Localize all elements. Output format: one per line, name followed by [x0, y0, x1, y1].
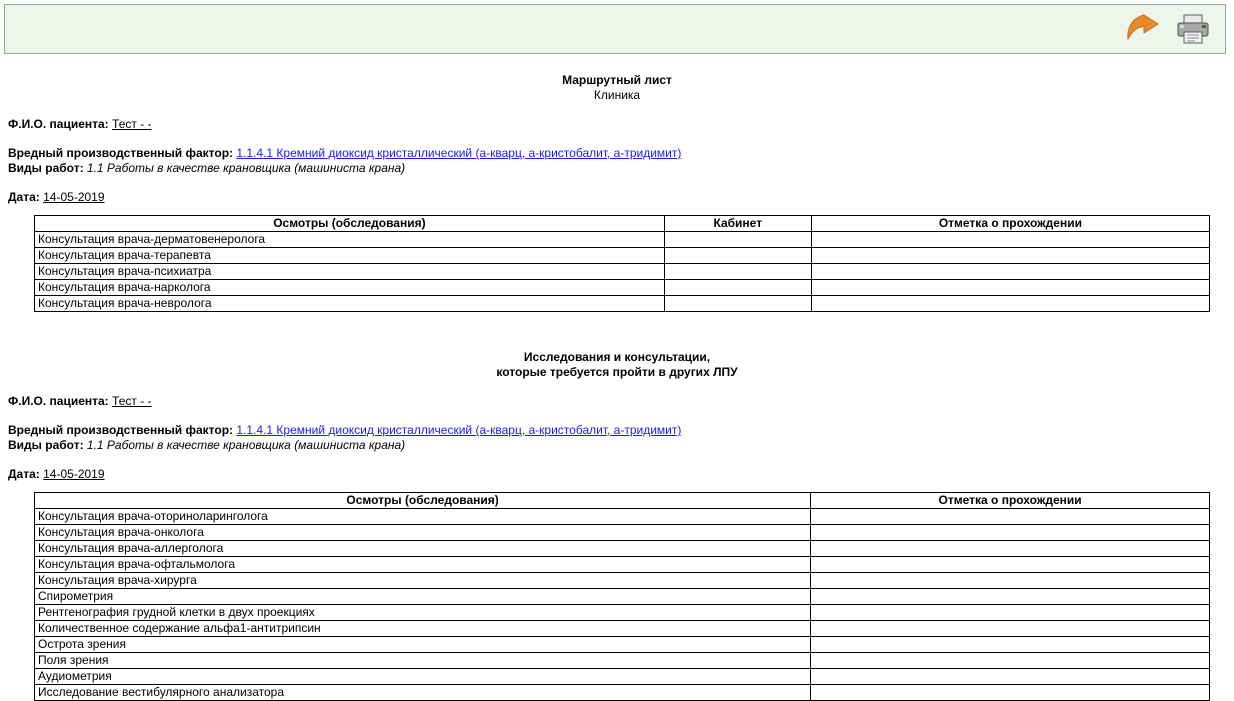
exam-name-cell: Аудиометрия: [35, 669, 811, 685]
mark-cell: [811, 685, 1210, 701]
exam-name-cell: Консультация врача-хирурга: [35, 573, 811, 589]
exam-name-cell: Количественное содержание альфа1-антитрипсин: [35, 621, 811, 637]
table-row: [35, 248, 1210, 264]
section2-title-block: [0, 350, 1234, 380]
exam-name-cell: Консультация врача-аллерголога: [35, 541, 811, 557]
table-row: [35, 232, 1210, 248]
table-row: [35, 280, 1210, 296]
column-header-cabinet: Кабинет: [664, 216, 811, 232]
works-label: Виды работ:: [8, 161, 84, 175]
table-row: [35, 296, 1210, 312]
cabinet-cell: [664, 296, 811, 312]
section2-title-line1: Исследования и консультации,: [523, 350, 711, 364]
exam-name-cell: Консультация врача-терапевта: [35, 248, 665, 264]
table-row: [35, 509, 1210, 525]
factor-label-2: Вредный производственный фактор:: [8, 423, 234, 437]
cabinet-cell: [664, 280, 811, 296]
mark-cell: [811, 264, 1209, 280]
exams-table-clinic: [34, 215, 1210, 312]
mark-cell: [811, 637, 1210, 653]
factor-value-link-2[interactable]: 1.1.4.1 Кремний диоксид кристаллический (a-кварц, a-кристобалит, a-тридимит): [236, 423, 682, 437]
table-row: [35, 573, 1210, 589]
toolbar: [4, 4, 1226, 54]
mark-cell: [811, 232, 1209, 248]
table-row: [35, 669, 1210, 685]
table-row: [35, 541, 1210, 557]
factor-value-link[interactable]: 1.1.4.1 Кремний диоксид кристаллический (a-кварц, a-кристобалит, a-тридимит): [236, 146, 682, 160]
patient-value-2: Тест - -: [112, 394, 152, 408]
back-button[interactable]: [1123, 9, 1167, 49]
column-header-exam-2: Осмотры (обследования): [35, 493, 811, 509]
exam-name-cell: Консультация врача-нарколога: [35, 280, 665, 296]
section2-patient-row: [8, 394, 1234, 409]
table-row: [35, 589, 1210, 605]
exam-name-cell: Консультация врача-невролога: [35, 296, 665, 312]
mark-cell: [811, 621, 1210, 637]
table-row: [35, 637, 1210, 653]
column-header-exam: Осмотры (обследования): [35, 216, 665, 232]
section1-works-row: [8, 161, 1234, 176]
section2-works-row: [8, 438, 1234, 453]
section1-patient-row: [8, 117, 1234, 132]
exam-name-cell: Острота зрения: [35, 637, 811, 653]
page-title: Маршрутный лист: [562, 73, 672, 87]
print-button[interactable]: [1171, 9, 1215, 49]
patient-label: Ф.И.О. пациента:: [8, 117, 109, 131]
mark-cell: [811, 669, 1210, 685]
works-value: 1.1 Работы в качестве крановщика (машиниста крана): [86, 161, 406, 175]
mark-cell: [811, 296, 1209, 312]
table-row: [35, 557, 1210, 573]
exam-name-cell: Консультация врача-онколога: [35, 525, 811, 541]
mark-cell: [811, 509, 1210, 525]
table-header-row: [35, 493, 1210, 509]
exam-name-cell: Консультация врача-дерматовенеролога: [35, 232, 665, 248]
patient-label-2: Ф.И.О. пациента:: [8, 394, 109, 408]
exam-name-cell: Поля зрения: [35, 653, 811, 669]
exam-name-cell: Консультация врача-оториноларинголога: [35, 509, 811, 525]
table-row: [35, 525, 1210, 541]
section2-title-line2: которые требуется пройти в других ЛПУ: [496, 365, 738, 379]
exam-name-cell: Консультация врача-психиатра: [35, 264, 665, 280]
back-arrow-icon: [1125, 12, 1165, 46]
exam-name-cell: Спирометрия: [35, 589, 811, 605]
works-label-2: Виды работ:: [8, 438, 84, 452]
cabinet-cell: [664, 232, 811, 248]
cabinet-cell: [664, 248, 811, 264]
mark-cell: [811, 248, 1209, 264]
table-row: [35, 605, 1210, 621]
mark-cell: [811, 573, 1210, 589]
column-header-mark-2: Отметка о прохождении: [811, 493, 1210, 509]
table-row: [35, 685, 1210, 701]
print-icon: [1175, 12, 1211, 46]
clinic-name: Клиника: [593, 88, 641, 102]
mark-cell: [811, 525, 1210, 541]
table-header-row: [35, 216, 1210, 232]
document-body: [0, 56, 1234, 701]
exam-name-cell: Исследование вестибулярного анализатора: [35, 685, 811, 701]
date-label-2: Дата:: [8, 467, 40, 481]
table-row: [35, 653, 1210, 669]
section1-title-block: [0, 73, 1234, 103]
mark-cell: [811, 605, 1210, 621]
section1-factor-row: [8, 146, 1234, 161]
factor-label: Вредный производственный фактор:: [8, 146, 234, 160]
mark-cell: [811, 653, 1210, 669]
works-value-2: 1.1 Работы в качестве крановщика (машиниста крана): [86, 438, 406, 452]
section2-date-row: [8, 467, 1234, 482]
exam-name-cell: Консультация врача-офтальмолога: [35, 557, 811, 573]
mark-cell: [811, 280, 1209, 296]
mark-cell: [811, 557, 1210, 573]
exams-table-other-lpu: [34, 492, 1210, 701]
date-value-2: 14-05-2019: [43, 467, 105, 481]
column-header-mark: Отметка о прохождении: [811, 216, 1209, 232]
mark-cell: [811, 589, 1210, 605]
table-row: [35, 264, 1210, 280]
date-label: Дата:: [8, 190, 40, 204]
section1-date-row: [8, 190, 1234, 205]
table-row: [35, 621, 1210, 637]
exam-name-cell: Рентгенография грудной клетки в двух проекциях: [35, 605, 811, 621]
date-value: 14-05-2019: [43, 190, 105, 204]
section2-factor-row: [8, 423, 1234, 438]
cabinet-cell: [664, 264, 811, 280]
patient-value: Тест - -: [112, 117, 152, 131]
mark-cell: [811, 541, 1210, 557]
